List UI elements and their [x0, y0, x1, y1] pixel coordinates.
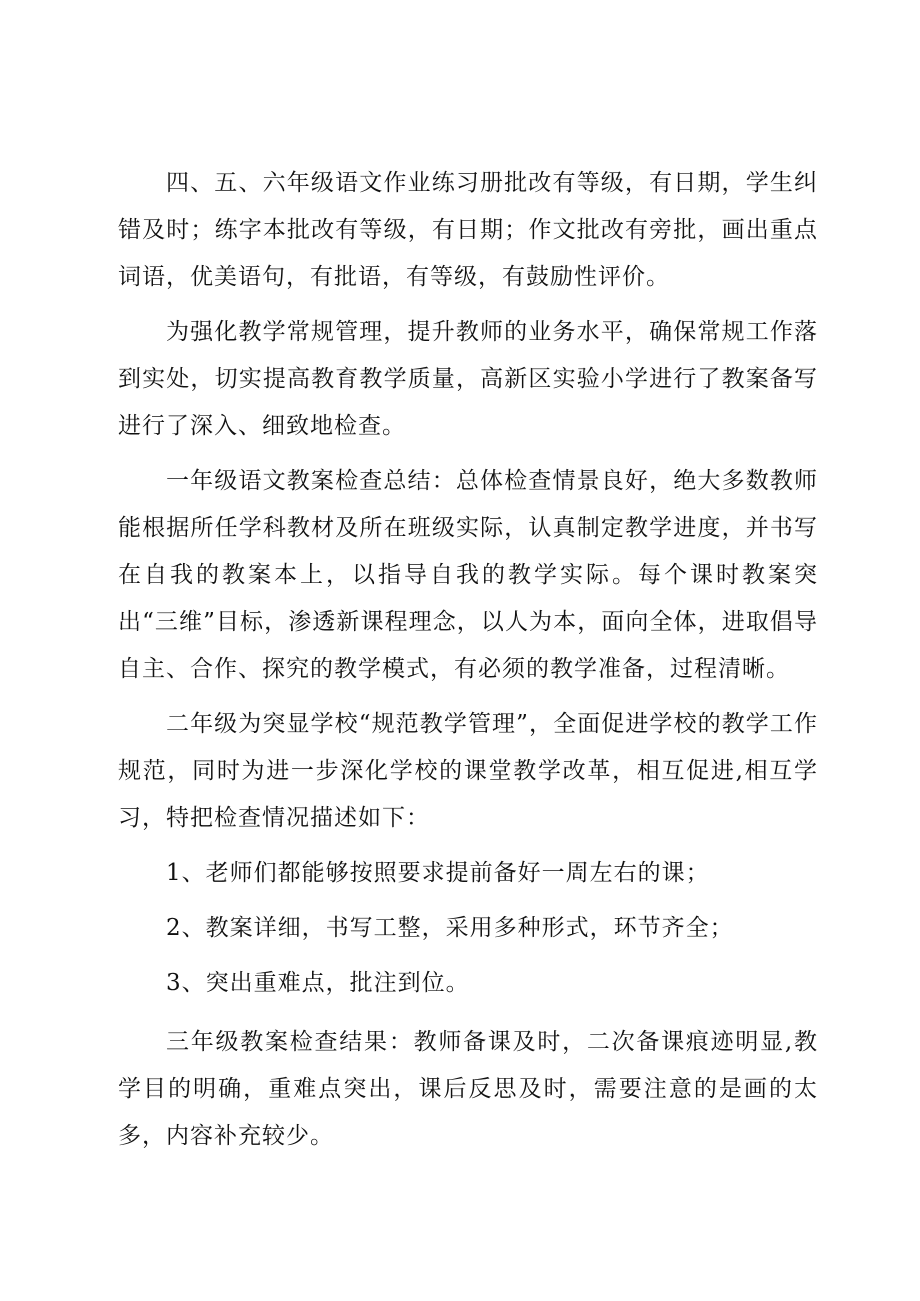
- paragraph-inspection-intro: 为强化教学常规管理，提升教师的业务水平，确保常规工作落到实处，切实提高教育教学质量，高新区实验小学进行了教案备写进行了深入、细致地检查。: [118, 319, 818, 439]
- paragraph-homework-grading: 四、五、六年级语文作业练习册批改有等级，有日期，学生纠错及时；练字本批改有等级，有日期；作文批改有旁批，画出重点词语，优美语句，有批语，有等级，有鼓励性评价。: [118, 170, 818, 290]
- paragraph-grade-one-summary: 一年级语文教案检查总结：总体检查情景良好，绝大多数教师能根据所任学科教材及所在班级实际，认真制定教学进度，并书写在自我的教案本上，以指导自我的教学实际。每个课时教案突出“三维”目标，渗透新课程理念，以人为本，面向全体，进取倡导自主、合作、探究的教学模式，有必须的教学准备，过程清晰。: [118, 468, 818, 682]
- list-item: 2、教案详细，书写工整，采用多种形式，环节齐全；: [166, 915, 734, 941]
- findings-list: [118, 850, 818, 1007]
- paragraph-grade-two-intro: 二年级为突显学校“规范教学管理”，全面促进学校的教学工作规范，同时为进一步深化学校的课堂教学改革，相互促进,相互学习，特把检查情况描述如下：: [118, 711, 818, 831]
- paragraph-grade-three-result: 三年级教案检查结果：教师备课及时，二次备课痕迹明显,教学目的明确，重难点突出，课后反思及时，需要注意的是画的太多，内容补充较少。: [118, 1029, 818, 1149]
- list-item: 3、突出重难点，批注到位。: [166, 970, 470, 996]
- document-body: [118, 160, 818, 1160]
- list-item: 1、老师们都能够按照要求提前备好一周左右的课；: [166, 860, 710, 886]
